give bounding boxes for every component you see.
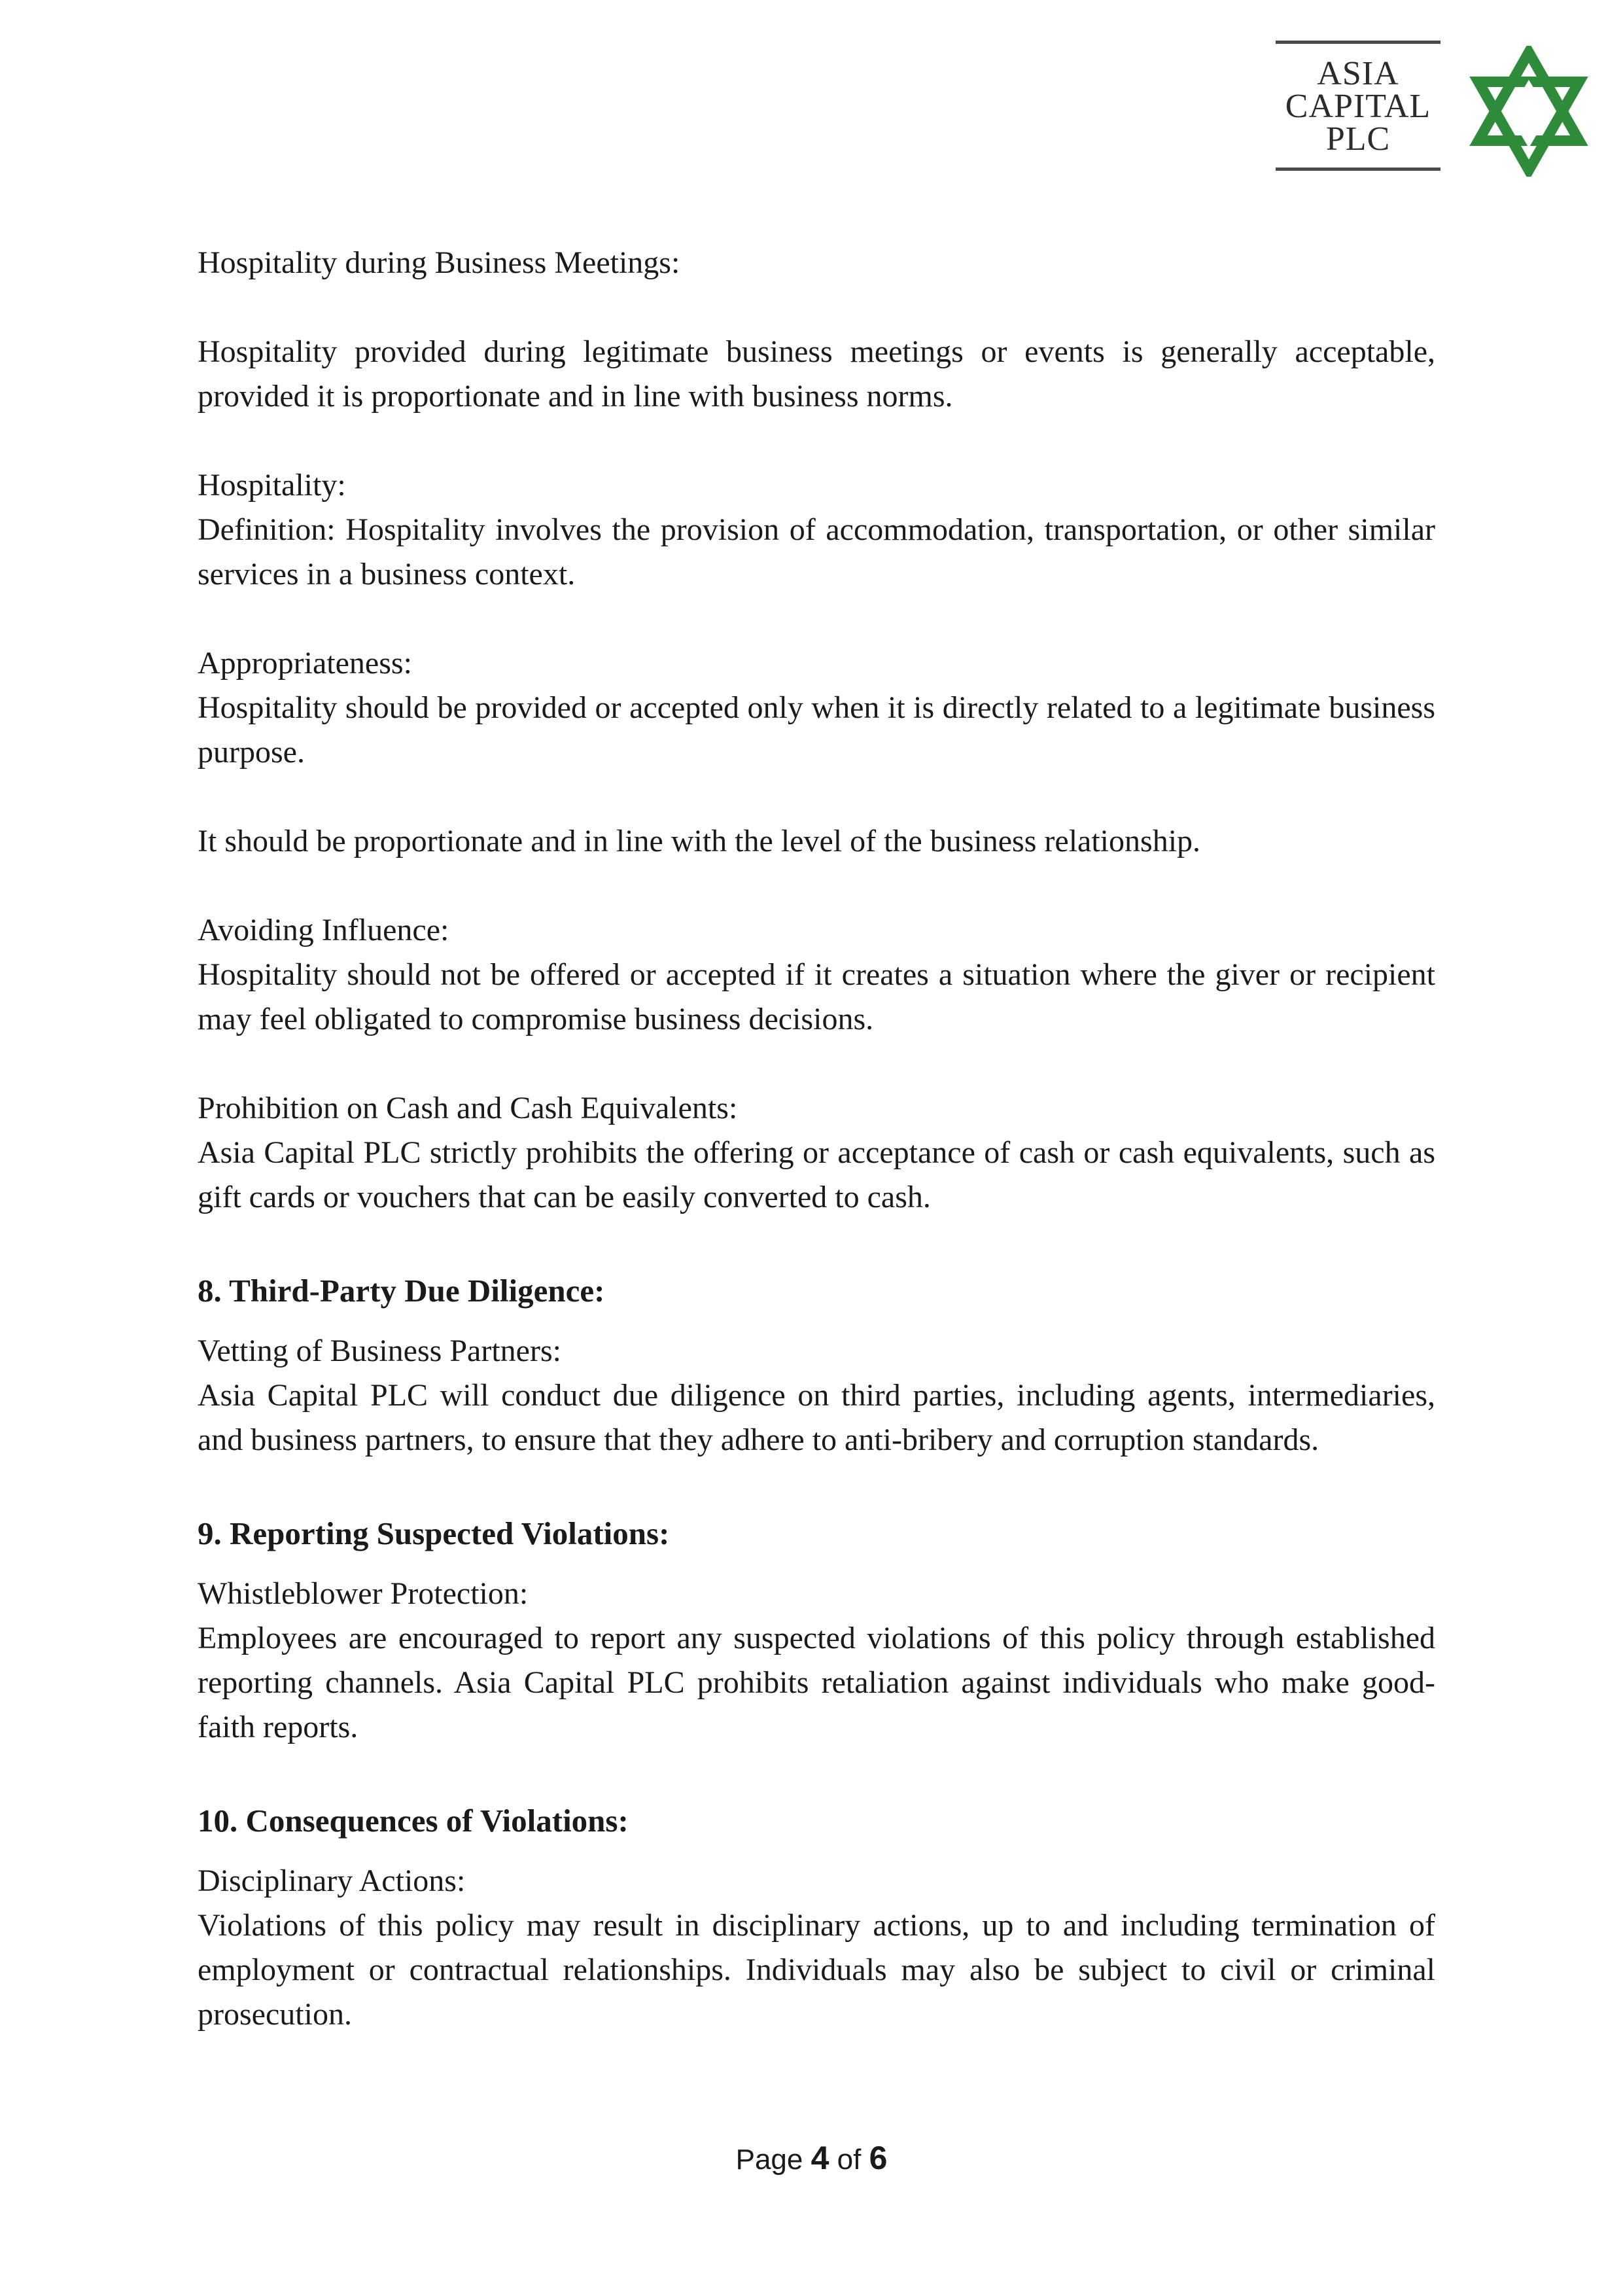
section-9-heading: 9. Reporting Suspected Violations: xyxy=(198,1515,670,1551)
hospitality-title: Hospitality: xyxy=(198,468,346,503)
logo-line-plc: PLC xyxy=(1325,120,1391,158)
total-pages-number: 6 xyxy=(869,2140,888,2176)
company-logo xyxy=(1276,39,1590,180)
section-8-subtitle: Vetting of Business Partners: xyxy=(198,1333,561,1368)
hospitality-meetings-title: Hospitality during Business Meetings: xyxy=(198,245,680,280)
section-8-heading: 8. Third-Party Due Diligence: xyxy=(198,1273,605,1309)
appropriateness-text: Hospitality should be provided or accepted only when it is directly related to a legitimate business purpose. xyxy=(198,690,1435,769)
logo-line-capital: CAPITAL xyxy=(1285,88,1431,125)
current-page-number: 4 xyxy=(811,2140,829,2176)
hospitality-definition: Definition: Hospitality involves the provision of accommodation, transportation, or other similar services in a business context. xyxy=(198,512,1435,592)
document-body xyxy=(198,241,1435,2037)
section-10-text: Violations of this policy may result in disciplinary actions, up to and including termination of employment or contractual relationships. Individuals may also be subject to civil or criminal prosecution. xyxy=(198,1908,1435,2032)
of-word: of xyxy=(837,2144,862,2176)
cash-prohibition-title: Prohibition on Cash and Cash Equivalents: xyxy=(198,1091,738,1125)
proportionate-text: It should be proportionate and in line with the level of the business relationship. xyxy=(198,824,1201,858)
avoiding-influence-title: Avoiding Influence: xyxy=(198,913,449,947)
avoiding-influence-text: Hospitality should not be offered or accepted if it creates a situation where the giver or recipient may feel obligated to compromise business decisions. xyxy=(198,957,1435,1036)
section-10-heading: 10. Consequences of Violations: xyxy=(198,1803,629,1839)
appropriateness-title: Appropriateness: xyxy=(198,646,412,680)
section-8-text: Asia Capital PLC will conduct due diligence on third parties, including agents, intermediaries, and business partners, to ensure that they adhere to anti-bribery and corruption standards. xyxy=(198,1378,1435,1457)
section-10-subtitle: Disciplinary Actions: xyxy=(198,1863,466,1898)
logo-line-asia: ASIA xyxy=(1317,55,1399,92)
section-9-subtitle: Whistleblower Protection: xyxy=(198,1576,529,1611)
logo-bottom-rule xyxy=(1276,168,1440,171)
green-star-of-david-icon xyxy=(1467,46,1591,177)
section-9-text: Employees are encouraged to report any suspected violations of this policy through established reporting channels. Asia Capital PLC prohibits retaliation against individuals who make good-faith reports. xyxy=(198,1621,1435,1744)
cash-prohibition-text: Asia Capital PLC strictly prohibits the offering or acceptance of cash or cash equivalents, such as gift cards or vouchers that can be easily converted to cash. xyxy=(198,1135,1435,1214)
hospitality-meetings-text: Hospitality provided during legitimate business meetings or events is generally acceptable, provided it is proportionate and in line with business norms. xyxy=(198,334,1435,414)
logo-text xyxy=(1276,55,1440,158)
logo-wordmark xyxy=(1276,39,1440,170)
page-number-footer xyxy=(0,2138,1623,2180)
logo-top-rule xyxy=(1276,41,1440,44)
page-word: Page xyxy=(735,2144,803,2176)
